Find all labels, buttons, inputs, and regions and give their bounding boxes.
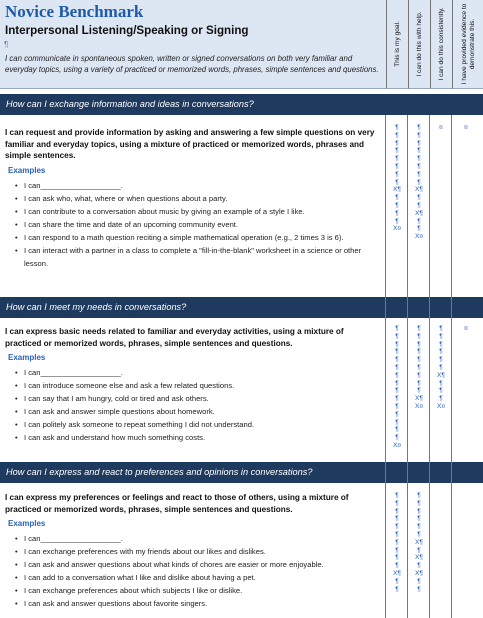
list-item: • I can___________________. <box>15 366 377 379</box>
examples-heading: Examples <box>8 519 46 528</box>
with-help-marks: ¶ ¶ ¶ ¶ ¶ ¶ ¶ ¶ X¶ ¶ ¶ X¶ ¶ ¶ X¤ <box>414 124 424 241</box>
intro-statement: I can communicate in spontaneous spoken, written or signed conversations on both very familiar and everyday topics, using a variety of practiced or memorized words, phrases, simple sentences and questions. <box>5 54 379 74</box>
examples-list <box>15 532 377 610</box>
column-divider <box>407 115 408 618</box>
list-item: • I can interact with a partner in a class to complete a "fill-in-the-blank" worksheet in a science or other lesson. <box>15 244 377 270</box>
list-item: • I can say that I am hungry, cold or tired and ask others. <box>15 392 377 405</box>
column-divider <box>451 115 452 618</box>
section-question: How can I exchange information and ideas in conversations? <box>6 99 254 109</box>
section-bar <box>0 94 483 115</box>
section-bar <box>0 297 483 318</box>
section-lead: I can express my preferences or feelings and react to those of others, using a mixture of practiced or memorized words, phrases, simple sentences and questions. <box>5 493 349 514</box>
examples-list <box>15 179 377 270</box>
with-help-marks: ¶ ¶ ¶ ¶ ¶ ¶ X¶ ¶ X¶ ¶ X¶ ¶ ¶ <box>415 492 423 593</box>
list-item: • I can ask and answer simple questions about homework. <box>15 405 377 418</box>
list-item: • I can ask and answer questions about favorite singers. <box>15 597 377 610</box>
list-item: • I can respond to a math question reciting a simple mathematical operation (e.g., 2 times 3 is 6). <box>15 231 377 244</box>
list-item: • I can politely ask someone to repeat something I did not understand. <box>15 418 377 431</box>
examples-heading: Examples <box>8 166 46 175</box>
goal-marks: ¶ ¶ ¶ ¶ ¶ ¶ ¶ ¶ X¶ ¶ ¶ ¶ ¶ X¤ <box>392 124 402 233</box>
list-item: • I can exchange preferences with my friends about our likes and dislikes. <box>15 545 377 558</box>
examples-list <box>15 366 377 444</box>
evidence-marks: ¤ <box>464 124 468 131</box>
evidence-marks: ¤ <box>464 325 468 332</box>
page-title: Novice Benchmark <box>5 2 144 21</box>
section-bar <box>0 462 483 483</box>
list-item: • I can ask and answer questions about what kinds of chores are easier or more enjoyable. <box>15 558 377 571</box>
with-help-marks: ¶ ¶ ¶ ¶ ¶ ¶ ¶ ¶ ¶ X¶ X¤ <box>414 325 424 410</box>
column-header-consistently: I can do this consistently. <box>430 0 453 89</box>
header <box>0 0 386 89</box>
list-item: • I can___________________. <box>15 179 377 192</box>
goal-marks: ¶ ¶ ¶ ¶ ¶ ¶ ¶ ¶ ¶ ¶ X¶ ¶ ¶ <box>393 492 401 593</box>
consistently-marks: ¤ <box>439 124 443 131</box>
page-subtitle: Interpersonal Listening/Speaking or Signing <box>5 24 249 37</box>
goal-marks: ¶ ¶ ¶ ¶ ¶ ¶ ¶ ¶ ¶ ¶ ¶ ¶ ¶ ¶ ¶ X¤ <box>392 325 402 449</box>
column-header-evidence: I have provided evidence to demonstrate this. <box>452 0 483 89</box>
list-item: • I can share the time and date of an upcoming community event. <box>15 218 377 231</box>
section-question: How can I meet my needs in conversations? <box>6 302 187 312</box>
column-divider <box>385 115 386 618</box>
column-header-with-help: I can do this with help. <box>408 0 431 89</box>
list-item: • I can ask and understand how much something costs. <box>15 431 377 444</box>
examples-heading: Examples <box>8 353 46 362</box>
section-question: How can I express and react to preferences and opinions in conversations? <box>6 467 313 477</box>
list-item: • I can introduce someone else and ask a few related questions. <box>15 379 377 392</box>
column-header-goal: This is my goal. <box>386 0 409 89</box>
list-item: • I can___________________. <box>15 532 377 545</box>
column-divider <box>429 115 430 618</box>
list-item: • I can exchange preferences about which subjects I like or dislike. <box>15 584 377 597</box>
consistently-marks: ¶ ¶ ¶ ¶ ¶ ¶ X¶ ¶ ¶ ¶ X¤ <box>436 325 446 410</box>
section-lead: I can express basic needs related to familiar and everyday activities, using a mixture of practiced or memorized words, phrases, simple sentences and questions. <box>5 327 344 348</box>
list-item: • I can ask who, what, where or when questions about a party. <box>15 192 377 205</box>
paragraph-mark: ¶ <box>4 40 9 49</box>
list-item: • I can contribute to a conversation about music by giving an example of a style I like. <box>15 205 377 218</box>
list-item: • I can add to a conversation what I like and dislike about having a pet. <box>15 571 377 584</box>
section-lead: I can request and provide information by asking and answering a few simple questions on very familiar and everyday topics, using a mixture of practiced or memorized words, phrases and simple sentences. <box>5 128 375 160</box>
